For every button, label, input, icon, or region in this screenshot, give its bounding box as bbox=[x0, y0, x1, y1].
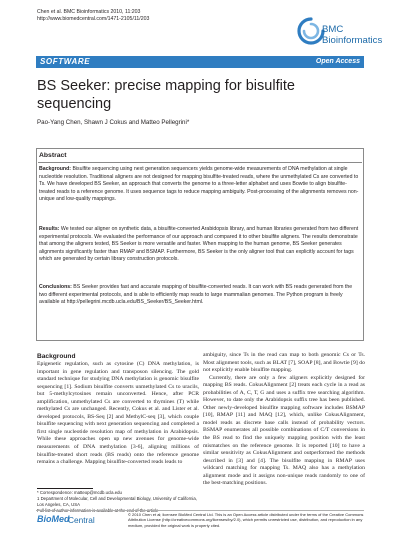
title-line: sequencing bbox=[37, 95, 112, 112]
abstract-background-label: Background: bbox=[39, 166, 71, 172]
body-paragraph: Epigenetic regulation, such as cytosine (C) DNA methylation, is important in gene regulation and transposon silencing. The gold standard technique for studying DNA methylation is genomic bisulfite sequencing [1]. Sodium bisulfite converts unmethylated Cs to uracils, but 5-methylcytosines remain unconverted. Hence, after PCR amplification, unmethylated Cs are converted to thymines (T) while methylated Cs are unchanged. Recently, Cokus et al. and Lister et al. developed protocols, BS-Seq [2] and MethylC-seq [3], which couple bisulfite sequencing with next generation sequencing and completed a first single nucleotide resolution map of methylation in Arabidopsis. While these approaches open up new avenues for genome-wide measurements of DNA methylation [3-6], aligning millions of bisulfite-treated short reads (BS reads) onto the reference genome remains a challenge. Mapping bisulfite-converted reads leads to bbox=[37, 361, 199, 466]
abstract-conclusions-text: BS Seeker provides fast and accurate mapping of bisulfite-converted reads. It can work with BS reads generated from the two different experimental protocols, and is able to efficiently map reads to large mammalian genomes. The Python program is freely available at http://pellegrini.mcdb.ucla.edu/BS_Seeker/BS_Seeker.html. bbox=[39, 284, 353, 305]
citation-line: Chen et al. BMC Bioinformatics 2010, 11:203 bbox=[37, 9, 141, 15]
body-right-column bbox=[203, 352, 365, 488]
footer-divider bbox=[36, 510, 364, 511]
logo-bmc-text: BMC bbox=[322, 24, 344, 35]
abstract-results-label: Results: bbox=[39, 226, 60, 232]
logo-journal-text: Bioinformatics bbox=[322, 35, 383, 46]
background-section-heading: Background bbox=[37, 353, 76, 360]
citation-header bbox=[37, 9, 149, 23]
article-type-label: SOFTWARE bbox=[40, 57, 91, 66]
abstract-conclusions bbox=[39, 284, 361, 307]
body-paragraph: ambiguity, since Ts in the read can map to both genomic Cs or Ts. Most alignment tools, such as BLAT [7], SOAP [8], and Bowtie [9] do not explicitly enable bisulfite mapping. bbox=[203, 352, 365, 374]
correspondence-email: * Correspondence: matteop@mcdb.ucla.edu bbox=[37, 490, 122, 495]
abstract-results-text: We tested our aligner on synthetic data, a bisulfite-converted Arabidopsis library, and human libraries generated from two different experimental protocols. We evaluated the performance of our approach and compared it to other bisulfite aligners. The results demonstrate that among the aligners tested, BS Seeker is more versatile and faster. When mapping to the human genome, BS Seeker generates alignments significantly faster than RMAP and BSMAP. Furthermore, BS Seeker is the only aligner tool that can explicitly account for tags which are generated by certain library construction protocols. bbox=[39, 226, 359, 262]
article-title bbox=[37, 78, 367, 113]
article-type-banner bbox=[36, 56, 364, 68]
journal-url-link[interactable]: http://www.biomedcentral.com/1471-2105/11/203 bbox=[37, 16, 150, 22]
affiliation-note: 1 Department of Molecular, Cell and Developmental Biology, University of California, Los Angeles, CA, USA bbox=[37, 496, 197, 507]
logo-wordmark bbox=[322, 24, 382, 46]
abstract-divider bbox=[38, 162, 362, 163]
bmc-bioinformatics-logo bbox=[296, 15, 383, 51]
footnote-divider bbox=[37, 488, 93, 489]
abstract-background-text: Bisulfite sequencing using next generation sequencers yields genome-wide measurements of DNA methylation at single nucleotide resolution. Traditional aligners are not designed for mapping bisulfite-treated reads, where the unmethylated Cs are converted to Ts. We have developed BS Seeker, an approach that converts the genome to a three-letter alphabet and uses Bowtie to align bisulfite-treated reads to a reference genome. It uses sequence tags to reduce mapping ambiguity. Post-processing of the alignments removes non-unique and low-quality mappings. bbox=[39, 166, 359, 202]
body-left-column bbox=[37, 352, 199, 467]
author-info-note: Full list of author information is available at the end of the article bbox=[37, 508, 159, 513]
abstract-conclusions-label: Conclusions: bbox=[39, 284, 72, 290]
biomed-central-logo bbox=[37, 514, 125, 526]
open-access-label: Open Access bbox=[315, 57, 360, 65]
title-line: BS Seeker: precise mapping for bisulfite bbox=[37, 78, 295, 94]
abstract-heading: Abstract bbox=[39, 152, 67, 159]
logo-central-text: Central bbox=[68, 515, 95, 525]
abstract-background bbox=[39, 166, 361, 204]
logo-biomed-text: BioMed bbox=[37, 514, 70, 524]
license-statement: © 2010 Chen et al; licensee BioMed Central Ltd. This is an Open Access article distributed under the terms of the Creative Commons Attribution License (http://creativecommons.org/licenses/by/2.0), which permits unrestricted use, distribution, and reproduction in any medium, provided the original work is properly cited. bbox=[128, 512, 364, 528]
author-list: Pao-Yang Chen, Shawn J Cokus and Matteo Pellegrini* bbox=[37, 119, 190, 126]
abstract-results bbox=[39, 226, 361, 264]
body-paragraph: Currently, there are only a few aligners explicitly designed for mapping BS reads. CokusAlignment [2] treats each cycle in a read as probabilities of A, C, T, G and uses a suffix tree searching algorithm. However, to date only the Arabidopsis suffix tree has been published. Other newly-developed bisulfite mapping software includes BSMAP [10], RMAP [11] and MAQ [12], which, unlike CokusAlignment, model reads as discrete base calls instead of probability vectors. BSMAP enumerates all possible combinations of C/T conversions in the BS read to find the uniquely mapping position with the least mismatches on the reference genome. It is reported [10] to have a similar sensitivity as CokusAlignment and outperformed the methods described in [3] and [4]. The bisulfite mapping in RMAP uses wildcard matching for mapping Ts. MAQ also has a methylation alignment mode and it assigns non-unique reads randomly to one of the best-matching positions. bbox=[203, 374, 365, 487]
